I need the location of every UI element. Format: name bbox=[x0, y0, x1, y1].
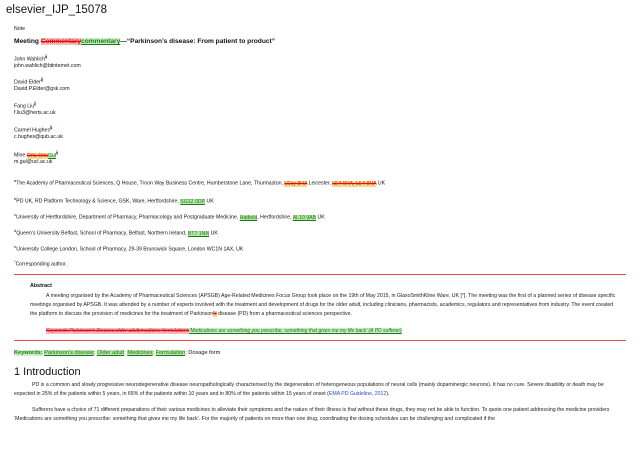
author-name-text: Fang Liu bbox=[14, 103, 35, 110]
author-name-text: David Elder bbox=[14, 79, 41, 86]
author-email-3[interactable]: f.liu3@herts.ac.uk bbox=[14, 110, 56, 116]
epigraph-inserted: ‘Medications are something you prescribe, something that gives me my life back’ (A PD sufferer) bbox=[189, 328, 402, 334]
author-email-5[interactable]: m.gul@ucl.ac.uk bbox=[14, 159, 53, 165]
intro-paragraph-2: Sufferers have a choice of 71 different preparations of their various medicines to alleviate their symptoms and the nature of their illness is that without these drugs, they may not be able to function. To quote one patient addressing the medicine providers ‘Medications are something you prescribe: something that gives me my life back’. For the majority of patients on more than one drug, coordinating the dosing schedules can be challenging and complicated if the bbox=[14, 407, 610, 423]
affiliation-text: University of Hertfordshire, Department of Pharmacy, Pharmacology and Postgraduate Medicine, bbox=[16, 214, 240, 221]
affiliation-e bbox=[14, 244, 243, 253]
affiliation-text: UK bbox=[205, 198, 214, 205]
affiliation-text: Leicester, bbox=[307, 180, 333, 187]
author-name-deleted: Orlu-Orlu bbox=[26, 152, 49, 159]
author-sup: a bbox=[44, 54, 48, 59]
affiliation-sup: c bbox=[14, 212, 16, 217]
author-name-text: Carmel Hughes bbox=[14, 127, 51, 134]
affiliation-text: PD UK, RD Platform Technology & Science, GSK, Ware, Hertfordshire, bbox=[16, 198, 181, 205]
affiliation-a bbox=[14, 178, 385, 187]
affiliation-sup: e bbox=[14, 244, 17, 249]
affiliation-text: , Hertfordshire, bbox=[257, 214, 293, 221]
keywords-line: Keywords: Parkinson's disease; Older adult; Medicines; Formulation; Dosage form bbox=[14, 350, 221, 356]
divider-bottom bbox=[14, 340, 626, 341]
keyword-item: Formulation bbox=[155, 350, 186, 356]
intro-text: ). bbox=[386, 391, 390, 398]
intro-paragraph-1 bbox=[14, 381, 624, 399]
author-name-4 bbox=[14, 125, 52, 134]
title-deleted-word: Commentary bbox=[40, 38, 82, 45]
corresponding-text: Corresponding author. bbox=[15, 261, 67, 268]
affiliation-c bbox=[14, 212, 325, 221]
title-suffix: —“Parkinson’s disease: From patient to product” bbox=[120, 38, 276, 45]
affiliation-inserted: AL10 9AB bbox=[292, 214, 317, 221]
note-label: Note bbox=[14, 26, 25, 32]
title-prefix: Meeting bbox=[14, 38, 41, 45]
abstract-text: A meeting organised by the Academy of Pharmaceutical Sciences (APSGB) Age-Related Medicines Focus Group took place on the 19th of May 2015, in GlaxoSmithKline Ware, UK [ bbox=[46, 293, 462, 299]
citation-link[interactable]: * bbox=[461, 293, 464, 299]
author-name-1 bbox=[14, 54, 47, 63]
affiliation-text: Queen’s University Belfast, School of Pharmacy, Belfast, Northern Ireland, bbox=[16, 230, 188, 237]
author-email-2[interactable]: David.P.Elder@gsk.com bbox=[14, 86, 70, 92]
author-name-5 bbox=[14, 150, 58, 159]
keyword-item: Parkinson's disease bbox=[44, 350, 94, 356]
affiliation-d bbox=[14, 228, 218, 237]
author-name-text: Mine bbox=[14, 152, 27, 159]
author-name-inserted: Gul bbox=[48, 152, 57, 159]
author-sup: e bbox=[56, 150, 59, 155]
author-sup: b bbox=[40, 77, 44, 82]
author-sup: d bbox=[50, 125, 53, 130]
affiliation-deleted: LE4 9HA, LE4 9HA bbox=[332, 180, 377, 187]
keywords-label: Keywords: bbox=[14, 350, 43, 356]
article-title bbox=[14, 38, 275, 45]
affiliation-sup: a bbox=[14, 178, 17, 183]
abstract-text: disease (PD) from a pharmaceutical sciences perspective. bbox=[216, 311, 352, 318]
asterisk-mark: * bbox=[14, 259, 16, 264]
author-email-4[interactable]: c.hughes@qub.ac.uk bbox=[14, 134, 63, 140]
author-sup: c bbox=[34, 101, 37, 106]
author-name-3 bbox=[14, 101, 36, 110]
keywords-revision-line bbox=[46, 328, 402, 334]
divider-top bbox=[14, 274, 626, 275]
keywords-deleted: Keywords:Parkinson's Disease;older adult;medicine formulations bbox=[46, 328, 190, 334]
affiliation-text: UK bbox=[209, 230, 218, 237]
keyword-item: Older adult bbox=[96, 350, 125, 356]
title-inserted-word: commentary bbox=[81, 38, 121, 45]
reference-link[interactable]: EMA PD Guideline, 2012 bbox=[328, 391, 387, 398]
affiliation-text: UK bbox=[376, 180, 386, 187]
document-id: elsevier_IJP_15078 bbox=[6, 4, 108, 16]
keyword-item: Medicines bbox=[127, 350, 153, 356]
abstract-deleted: 's bbox=[213, 311, 217, 318]
section-heading: 1 Introduction bbox=[14, 366, 81, 378]
affiliation-deleted: LEcy 3HA bbox=[284, 180, 308, 187]
abstract-body bbox=[30, 292, 620, 320]
affiliation-text: The Academy of Pharmaceutical Sciences, Q House, Troon Way Business Centre, Humberstone Lane, Thurmaston, bbox=[16, 180, 285, 187]
author-name-text: John Wahlich bbox=[14, 56, 45, 63]
affiliation-inserted: Hatfield bbox=[239, 214, 258, 221]
affiliation-b bbox=[14, 196, 214, 205]
author-name-2 bbox=[14, 77, 43, 86]
author-email-1[interactable]: john.wahlich@btinternet.com bbox=[14, 63, 81, 69]
affiliation-inserted: BT7 1NN bbox=[187, 230, 210, 237]
abstract-text: ]. The meeting was the first of a planned series of disease specific meetings organised by APSGB. It was attended by a number of experts involved with the treatment and development of drugs for the older adult, including clinicians, pharmacists, academics, regulators and representatives from industry. The event created the platform to discuss the provision of medicines for the treatment of Parkinson bbox=[30, 293, 616, 318]
affiliation-inserted: SG12 0DP bbox=[180, 198, 205, 205]
intro-text: PD is a common and slowly progressive neurodegenerative disease neuropathologically characterised by the degeneration of heterogeneous populations of neural cells (mainly dopaminergic neurons). It has no cure. Severe disability or death may be expected in 25% of the patients within 5 years, in 65% of the patients within 10 years and in 80% of the patients within 15 years of onset ( bbox=[14, 382, 604, 398]
affiliation-sup: b bbox=[14, 196, 17, 201]
affiliation-text: University College London, School of Pharmacy, 29-39 Brunswick Square, London WC1N 1AX, UK bbox=[16, 246, 244, 253]
keyword-item: Dosage form bbox=[188, 350, 221, 356]
affiliation-text: UK bbox=[316, 214, 325, 221]
abstract-heading: Abstract bbox=[30, 283, 52, 289]
affiliation-sup: d bbox=[14, 228, 17, 233]
corresponding-author-note bbox=[14, 259, 67, 268]
